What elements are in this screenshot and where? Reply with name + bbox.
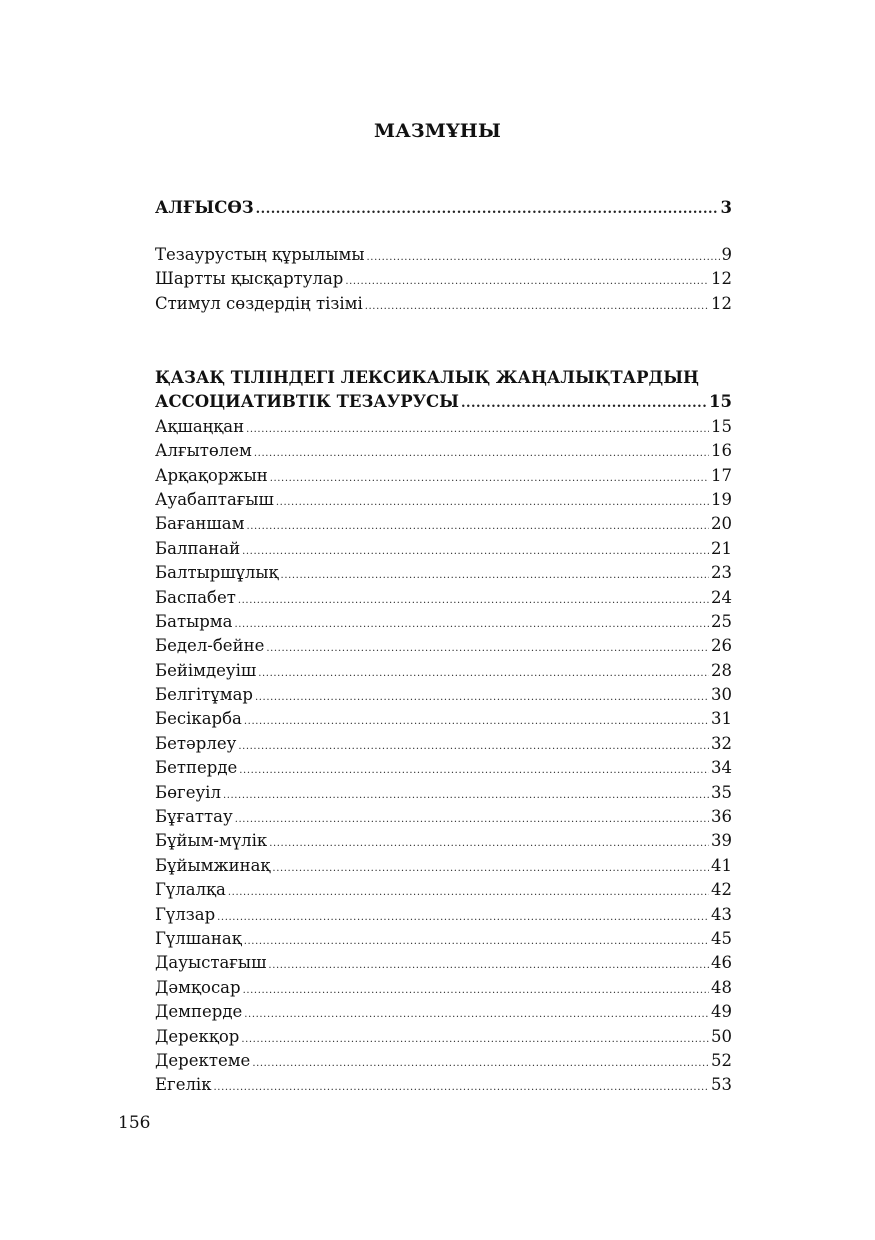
toc-entry-label: Бұйым-мүлік	[155, 831, 268, 851]
toc-entry-page: 21	[711, 538, 732, 558]
toc-entry[interactable]	[155, 905, 732, 929]
toc-entry-page: 34	[711, 758, 732, 778]
toc-entry[interactable]	[155, 1051, 732, 1075]
toc-entry[interactable]	[155, 661, 732, 685]
toc-entries-list	[155, 417, 732, 1100]
dot-leader	[238, 595, 709, 606]
toc-entry-page: 43	[711, 904, 732, 924]
toc-entry[interactable]	[155, 807, 732, 831]
dot-leader	[228, 887, 709, 898]
toc-entry-page: 23	[711, 563, 732, 583]
toc-entry[interactable]	[155, 978, 732, 1002]
dot-leader	[217, 912, 709, 923]
toc-entry-section[interactable]	[155, 392, 732, 416]
toc-entry-label: Гүлзар	[155, 904, 216, 924]
toc-entry[interactable]	[155, 880, 732, 904]
toc-entry[interactable]	[155, 709, 732, 733]
toc-entry[interactable]	[155, 1027, 732, 1051]
toc-entry-page: 46	[711, 953, 732, 973]
dot-leader	[255, 692, 709, 703]
toc-entry-label: Бесікарба	[155, 709, 242, 729]
toc-entry-label: Тезаурустың құрылымы	[155, 245, 365, 264]
toc-intro	[155, 245, 732, 318]
toc-entry-page: 16	[711, 441, 732, 461]
toc-entry[interactable]	[155, 636, 732, 660]
dot-leader	[243, 985, 709, 996]
dot-leader	[246, 424, 709, 435]
dot-leader	[223, 790, 709, 801]
toc-entry-page: 3	[720, 198, 732, 217]
page-number: 156	[118, 1113, 151, 1133]
dot-leader	[461, 396, 707, 411]
toc-entry-label: Бұйымжинақ	[155, 855, 271, 875]
dot-leader	[252, 1058, 709, 1069]
dot-leader	[365, 301, 709, 312]
toc-entry[interactable]	[155, 514, 732, 538]
toc-entry-label: Гүлалқа	[155, 880, 226, 900]
toc-entry-page: 41	[711, 855, 732, 875]
toc-entry-label: Шартты қысқартулар	[155, 269, 344, 289]
dot-leader	[235, 814, 709, 825]
toc-entry-label: Ақшаңқан	[155, 416, 245, 436]
toc-entry-page: 28	[711, 660, 732, 680]
dot-leader	[270, 473, 709, 484]
toc-entry[interactable]	[155, 539, 732, 563]
toc-entry-page: 53	[711, 1075, 732, 1095]
dot-leader	[281, 570, 709, 581]
toc-entry[interactable]	[155, 758, 732, 782]
dot-leader	[345, 276, 709, 287]
toc-entry-page: 45	[711, 928, 732, 948]
toc-section	[155, 368, 732, 1100]
toc-entry[interactable]	[155, 294, 732, 318]
dot-leader	[268, 960, 709, 971]
toc-entry-page: 15	[711, 416, 732, 436]
toc-entry[interactable]	[155, 441, 732, 465]
toc-entry[interactable]	[155, 563, 732, 587]
page-title: МАЗМҰНЫ	[374, 120, 501, 142]
toc-entry-page: 25	[711, 611, 732, 631]
toc-entry-page: 32	[711, 733, 732, 753]
toc-entry-page: 12	[711, 293, 732, 313]
toc-entry-page: 12	[711, 269, 732, 289]
toc-entry-page: 35	[711, 782, 732, 802]
toc-entry-page: 42	[711, 880, 732, 900]
toc-entry-label: Бедел-бейне	[155, 636, 265, 656]
toc-entry-label: Балтыршұлық	[155, 563, 279, 583]
toc-entry-page: 48	[711, 977, 732, 997]
toc-entry[interactable]	[155, 588, 732, 612]
toc-entry[interactable]	[155, 953, 732, 977]
dot-leader	[269, 838, 709, 849]
toc-entry-page: 36	[711, 807, 732, 827]
section-title-line-2: АССОЦИАТИВТІК ТЕЗАУРУСЫ	[155, 392, 459, 412]
toc-entry-label: Алғытөлем	[155, 441, 252, 461]
toc-entry[interactable]	[155, 856, 732, 880]
toc-entry-label: Белгітұмар	[155, 685, 253, 705]
dot-leader	[272, 863, 709, 874]
toc-preface	[155, 198, 732, 222]
toc-entry-page: 20	[711, 514, 732, 534]
toc-entry-label: Бетперде	[155, 758, 238, 778]
dot-leader	[254, 448, 709, 459]
toc-entry-page: 39	[711, 831, 732, 851]
toc-entry[interactable]	[155, 783, 732, 807]
toc-entry[interactable]	[155, 466, 732, 490]
toc-entry-label: Бетәрлеу	[155, 733, 237, 753]
dot-leader	[214, 1082, 709, 1093]
dot-leader	[234, 619, 709, 630]
dot-leader	[244, 716, 709, 727]
toc-entry[interactable]	[155, 490, 732, 514]
toc-entry-label: Бағаншам	[155, 514, 245, 534]
toc-entry-page: 52	[711, 1050, 732, 1070]
toc-entry-page: 30	[711, 685, 732, 705]
toc-entry[interactable]	[155, 417, 732, 441]
toc-entry-label: АЛҒЫСӨЗ	[155, 198, 254, 217]
toc-entry-page: 15	[709, 392, 732, 412]
dot-leader	[276, 497, 709, 508]
toc-entry-label: Ауабаптағыш	[155, 489, 274, 509]
toc-entry[interactable]	[155, 734, 732, 758]
toc-entry-label: Дерекқор	[155, 1026, 240, 1046]
toc-entry-label: Балпанай	[155, 538, 241, 558]
toc-entry-label: Егелік	[155, 1075, 212, 1095]
toc-entry-label: Стимул сөздердің тізімі	[155, 293, 363, 313]
toc-entry-page: 17	[711, 465, 732, 485]
toc-entry-label: Арқақоржын	[155, 465, 268, 485]
dot-leader	[239, 765, 709, 776]
toc-entry-page: 24	[711, 587, 732, 607]
toc-entry-page: 26	[711, 636, 732, 656]
toc-entry-label: Дәмқосар	[155, 977, 241, 997]
toc-entry[interactable]	[155, 269, 732, 293]
toc-entry-label: Бөгеуіл	[155, 782, 221, 802]
dot-leader	[242, 546, 709, 557]
toc-entry-label: Дауыстағыш	[155, 953, 267, 973]
toc-entry[interactable]	[155, 1075, 732, 1099]
toc-entry-page: 50	[711, 1026, 732, 1046]
dot-leader	[241, 1034, 709, 1045]
toc-entry-label: Бейімдеуіш	[155, 660, 257, 680]
toc-entry[interactable]	[155, 929, 732, 953]
toc-entry-preface[interactable]	[155, 198, 732, 222]
dot-leader	[244, 936, 709, 947]
toc-entry-page: 19	[711, 489, 732, 509]
dot-leader	[258, 668, 709, 679]
toc-entry[interactable]	[155, 831, 732, 855]
toc-entry-label: Демперде	[155, 1002, 243, 1022]
toc-entry-label: Гүлшанақ	[155, 928, 242, 948]
toc-entry-page: 9	[721, 245, 732, 264]
toc-entry[interactable]	[155, 685, 732, 709]
dot-leader	[266, 643, 709, 654]
toc-entry-label: Баспабет	[155, 587, 236, 607]
toc-entry-label: Батырма	[155, 611, 233, 631]
dot-leader	[367, 252, 720, 263]
toc-entry-page: 49	[711, 1002, 732, 1022]
toc-entry[interactable]	[155, 245, 732, 269]
dot-leader	[256, 202, 719, 217]
dot-leader	[244, 1009, 709, 1020]
toc-entry-label: Деректеме	[155, 1050, 251, 1070]
toc-entry[interactable]	[155, 1002, 732, 1026]
section-title-line-1: ҚАЗАҚ ТІЛІНДЕГІ ЛЕКСИКАЛЫҚ ЖАҢАЛЫҚТАРДЫҢ	[155, 368, 699, 387]
toc-entry[interactable]	[155, 612, 732, 636]
toc-entry-label: Бұғаттау	[155, 807, 233, 827]
dot-leader	[238, 741, 709, 752]
toc-entry-page: 31	[711, 709, 732, 729]
dot-leader	[246, 521, 709, 532]
